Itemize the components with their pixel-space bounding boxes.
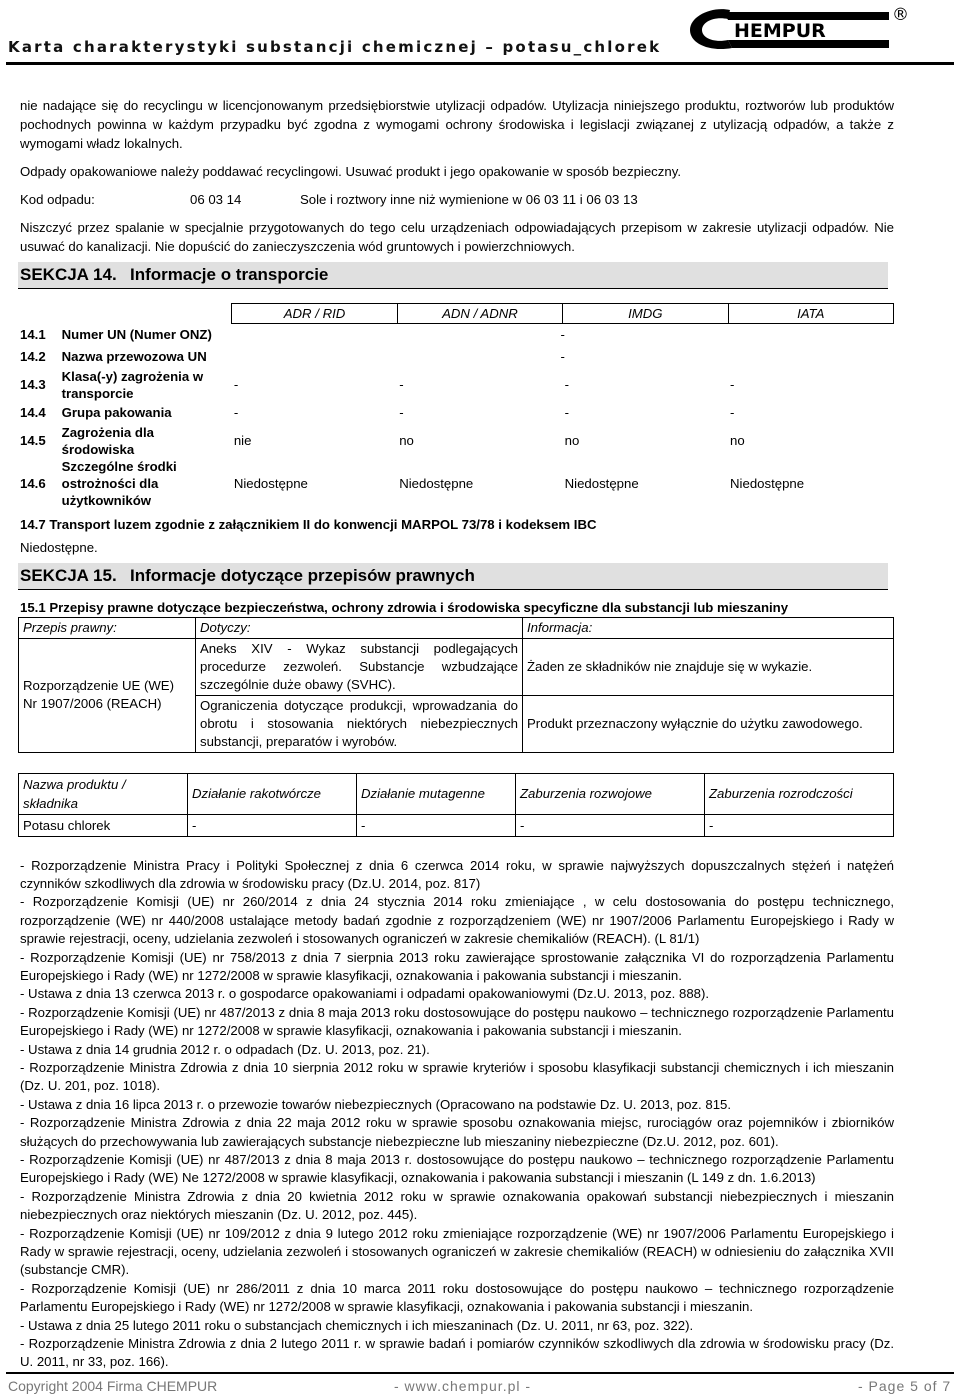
cell-iata: Niedostępne: [730, 475, 805, 491]
marpol-heading: 14.7 Transport luzem zgodnie z załącznikiem II do konwencji MARPOL 73/78 i kodeksem IBC: [20, 516, 597, 532]
regulation-item: - Rozporządzenie Komisji (UE) nr 487/2013 z dnia 8 maja 2013 roku dostosowujące do postępu naukowo – technicznego rozporządzenie Parlamentu Europejskiego i Rady (WE) nr 1272/2008 w sprawie klasyfikacji, oznakowania i pakowania substancji i mieszanin.: [20, 1004, 894, 1039]
component-table: [18, 773, 894, 837]
disposal-paragraph-2: Odpady opakowaniowe należy poddawać recyclingowi. Usuwać produkt i jego opakowanie w sposób bezpieczny.: [20, 164, 681, 179]
regulation-item: - Rozporządzenie Komisji (UE) nr 109/2012 z dnia 9 lutego 2012 roku zmieniające rozporządzenie (WE) nr 1907/2006 Parlamentu Europejskiego i Rady w sprawie rejestracji, oceny, udzielania zezwoleń i stosowanych ograniczeń w zakresie chemikaliów (REACH) w odniesieniu do załącznika XVII (substancje CMR).: [20, 1225, 894, 1278]
row-value: -: [560, 327, 565, 343]
footer-website: - www.chempur.pl -: [394, 1378, 532, 1394]
document-title: Karta charakterystyki substancji chemicznej – potasu_chlorek: [8, 38, 662, 56]
waste-code-value: 06 03 14: [190, 192, 242, 207]
comp-header-developmental: Zaburzenia rozwojowe: [516, 773, 705, 814]
row-number: 14.4: [20, 405, 46, 420]
waste-code-label: Kod odpadu:: [20, 192, 95, 207]
regulation-item: - Rozporządzenie Ministra Pracy i Polityki Społecznej z dnia 6 czerwca 2014 roku, w sprawie najwyższych dopuszczalnych stężeń i natężeń czynników szkodliwych dla zdrowia w środowisku pracy (Dz.U. 2014, poz. 817): [20, 857, 894, 891]
section-14-number: SEKCJA 14.: [20, 265, 117, 284]
reg-concerns-cell: Aneks XIV - Wykaz substancji podlegających procedurze zezwoleń. Substancje wzbudzające szczególnie duże obawy (SVHC).: [196, 638, 523, 695]
regulation-item: - Rozporządzenie Ministra Zdrowia z dnia 10 sierpnia 2012 roku w sprawie kryteriów i sposobu klasyfikacji substancji chemicznych i ich mieszanin (Dz. U. 201, poz. 1018).: [20, 1059, 894, 1094]
row-label: Numer UN (Numer ONZ): [61, 327, 212, 342]
comp-cell-mutagenic: -: [357, 814, 516, 836]
row-number: 14.1: [20, 327, 46, 342]
regulation-item: - Rozporządzenie Ministra Zdrowia z dnia 20 kwietnia 2012 roku w sprawie oznakowania opakowań substancji niebezpiecznych i mieszanin niebezpiecznych oraz niektórych mieszanin (Dz. U. 2012, poz. 445).: [20, 1188, 894, 1223]
row-label: Zagrożenia dla środowiska: [61, 424, 154, 457]
cell-imdg: -: [564, 405, 570, 420]
footer-rule: [6, 1372, 954, 1374]
cell-adn: -: [399, 377, 404, 392]
comp-header-name: Nazwa produktu / składnika: [19, 773, 188, 814]
regulation-item: - Rozporządzenie Ministra Zdrowia z dnia 2 lutego 2011 r. w sprawie badań i pomiarów czynników szkodliwych dla zdrowia w środowisku pracy (Dz. U. 2011, nr 33, poz. 166).: [20, 1336, 894, 1370]
row-number: 14.6: [20, 475, 46, 491]
table-row: [18, 368, 894, 402]
regulation-item: - Rozporządzenie Komisji (UE) nr 286/2011 z dnia 10 marca 2011 roku dostosowujące do postępu naukowo – technicznego rozporządzenie Parlamentu Europejskiego i Rady (WE) nr 1272/2008 w sprawie klasyfikacji, oznakowania i pakowania substancji i mieszanin.: [20, 1280, 894, 1315]
comp-cell-carcinogenic: -: [188, 814, 357, 836]
reg-info-cell: Produkt przeznaczony wyłącznie do użytku zawodowego.: [523, 695, 894, 752]
footer-copyright: Copyright 2004 Firma CHEMPUR: [8, 1378, 218, 1394]
registered-mark: ®: [892, 5, 909, 25]
comp-header-reproductive: Zaburzenia rozrodczości: [705, 773, 894, 814]
logo-text: HEMPUR: [734, 20, 826, 42]
subsection-15-1: 15.1 Przepisy prawne dotyczące bezpieczeństwa, ochrony zdrowia i środowiska specyficzne dla substancji lub mieszaniny: [20, 599, 789, 615]
regulation-item: - Rozporządzenie Komisji (UE) nr 260/2014 z dnia 24 stycznia 2014 roku zmieniające , w celu dostosowania do postępu technicznego, rozporządzenie (WE) nr 440/2008 ustalające metody badań zgodnie z rozporządzeniem (WE) nr 1907/2006 Parlamentu Europejskiego i Rady w sprawie rejestracji, oceny, udzielania zezwoleń i stosowanych ograniczeń w zakresie chemikaliów (REACH). (L 81/1): [20, 894, 894, 947]
transport-header-iata: IATA: [728, 304, 893, 324]
table-row: [18, 424, 894, 458]
cell-imdg: no: [564, 433, 580, 448]
cell-adr: -: [233, 405, 239, 420]
regulation-item: - Rozporządzenie Ministra Zdrowia z dnia 22 maja 2012 roku w sprawie sposobu oznakowania miejsc, rurociągów oraz pojemników i zbiorników służących do przechowywania lub zawierających substancje niebezpieczne lub mieszaniny niebezpieczne (Dz.U. 2012, poz. 601).: [20, 1115, 894, 1149]
table-row: [18, 346, 894, 368]
section-15-heading: [18, 563, 888, 590]
marpol-value: Niedostępne.: [20, 539, 98, 555]
row-label: Klasa(-y) zagrożenia w transporcie: [61, 368, 204, 401]
footer-page-number: - Page 5 of 7: [858, 1378, 952, 1394]
waste-code-row: [20, 190, 894, 209]
cell-adn: no: [399, 433, 414, 448]
page-content: [20, 96, 894, 1372]
comp-cell-developmental: -: [516, 814, 705, 836]
regulation-item: - Ustawa z dnia 16 lipca 2013 r. o przewozie towarów niebezpiecznych (Opracowano na podstawie Dz. U. 2013, poz. 815.: [20, 1096, 732, 1112]
regulation-table: [18, 617, 894, 753]
transport-header-adr: ADR / RID: [232, 304, 397, 324]
reg-header-info: Informacja:: [523, 617, 894, 638]
comp-cell-name: Potasu chlorek: [19, 814, 188, 836]
row-value: -: [560, 349, 565, 364]
comp-cell-reproductive: -: [705, 814, 894, 836]
reg-header-concerns: Dotyczy:: [196, 617, 523, 638]
table-row: [18, 458, 894, 509]
table-row: [18, 324, 894, 346]
disposal-paragraph-3: Niszczyć przez spalanie w specjalnie przygotowanych do tego celu urządzeniach odpowiadających przepisom w zakresie utylizacji odpadów. Nie usuwać do kanalizacji. Nie dopuścić do zanieczyszczenia wód gruntowych i powierzchniowych.: [20, 220, 894, 254]
table-row: [18, 402, 894, 424]
section-14-title: Informacje o transporcie: [130, 265, 329, 284]
row-number: 14.2: [20, 349, 46, 364]
section-14-heading: [18, 262, 888, 289]
transport-table: [18, 303, 894, 509]
row-label: Grupa pakowania: [61, 405, 172, 420]
cell-iata: -: [730, 405, 735, 420]
reg-concerns-cell: Ograniczenia dotyczące produkcji, wprowadzania do obrotu i stosowania niektórych niebezpiecznych substancji, preparatów i wyrobów.: [196, 695, 523, 752]
regulation-item: - Ustawa z dnia 25 lutego 2011 roku o substancjach chemicznych i ich mieszaninach (Dz. U. 2011, nr 63, poz. 322).: [20, 1317, 694, 1333]
header-rule: [6, 62, 954, 65]
cell-iata: no: [730, 433, 745, 448]
cell-adr: -: [233, 377, 239, 392]
comp-header-mutagenic: Działanie mutagenne: [357, 773, 516, 814]
transport-header-adn: ADN / ADNR: [397, 304, 562, 324]
disposal-paragraph-1: nie nadające się do recyclingu w licencjonowanym przedsiębiorstwie utylizacji odpadów. Utylizacja niniejszego produktu, roztworów lub produktów pochodnych powinna w każdym przypadku być zgodna z wymogami ochrony środowiska i legislacji związanej z utylizacją odpadów, a także z wymogami władz lokalnych.: [20, 98, 894, 151]
cell-adr: Niedostępne: [233, 475, 308, 491]
cell-iata: -: [730, 377, 735, 392]
row-number: 14.5: [20, 433, 46, 448]
cell-adr: nie: [233, 433, 252, 448]
row-label: Szczególne środki ostrożności dla użytkowników: [61, 458, 177, 508]
reg-info-cell: Żaden ze składników nie znajduje się w wykazie.: [523, 638, 894, 695]
regulation-item: - Ustawa z dnia 14 grudnia 2012 r. o odpadach (Dz. U. 2013, poz. 21).: [20, 1041, 430, 1057]
section-15-title: Informacje dotyczące przepisów prawnych: [130, 565, 475, 585]
regulation-list: [20, 857, 894, 1372]
regulation-item: - Rozporządzenie Komisji (UE) nr 487/2013 z dnia 8 maja 2013 r. dostosowujące do postępu naukowo – technicznego rozporządzenie Parlamentu Europejskiego i Rady (WE) Ne 1272/2008 w sprawie klasyfikacji, oznakowania i pakowania substancji i mieszanin (L 149 z dn. 1.6.2013): [20, 1152, 894, 1186]
regulation-item: - Rozporządzenie Komisji (UE) nr 758/2013 z dnia 7 sierpnia 2013 roku zawierające sprostowanie załącznika VI do rozporządzenia Parlamentu Europejskiego i Rady (WE) nr 1272/2008 w sprawie klasyfikacji, oznakowania i pakowania substancji i mieszanin.: [20, 949, 894, 983]
cell-imdg: Niedostępne: [564, 475, 639, 491]
cell-adn: -: [399, 405, 404, 420]
regulation-item: - Ustawa z dnia 13 czerwca 2013 r. o gospodarce opakowaniami i odpadami opakowaniowymi (Dz.U. 2013, poz. 888).: [20, 986, 710, 1002]
waste-code-description: Sole i roztwory inne niż wymienione w 06 03 11 i 06 03 13: [300, 192, 638, 207]
reg-law-cell: Rozporządzenie UE (WE) Nr 1907/2006 (REACH): [19, 638, 196, 752]
comp-header-carcinogenic: Działanie rakotwórcze: [188, 773, 357, 814]
transport-header-imdg: IMDG: [563, 304, 728, 324]
row-label: Nazwa przewozowa UN: [61, 349, 207, 364]
reg-header-law: Przepis prawny:: [19, 617, 196, 638]
section-15-number: SEKCJA 15.: [20, 565, 117, 585]
cell-imdg: -: [564, 377, 570, 392]
cell-adn: Niedostępne: [399, 475, 474, 491]
row-number: 14.3: [20, 377, 46, 392]
chempur-logo: [684, 2, 914, 56]
